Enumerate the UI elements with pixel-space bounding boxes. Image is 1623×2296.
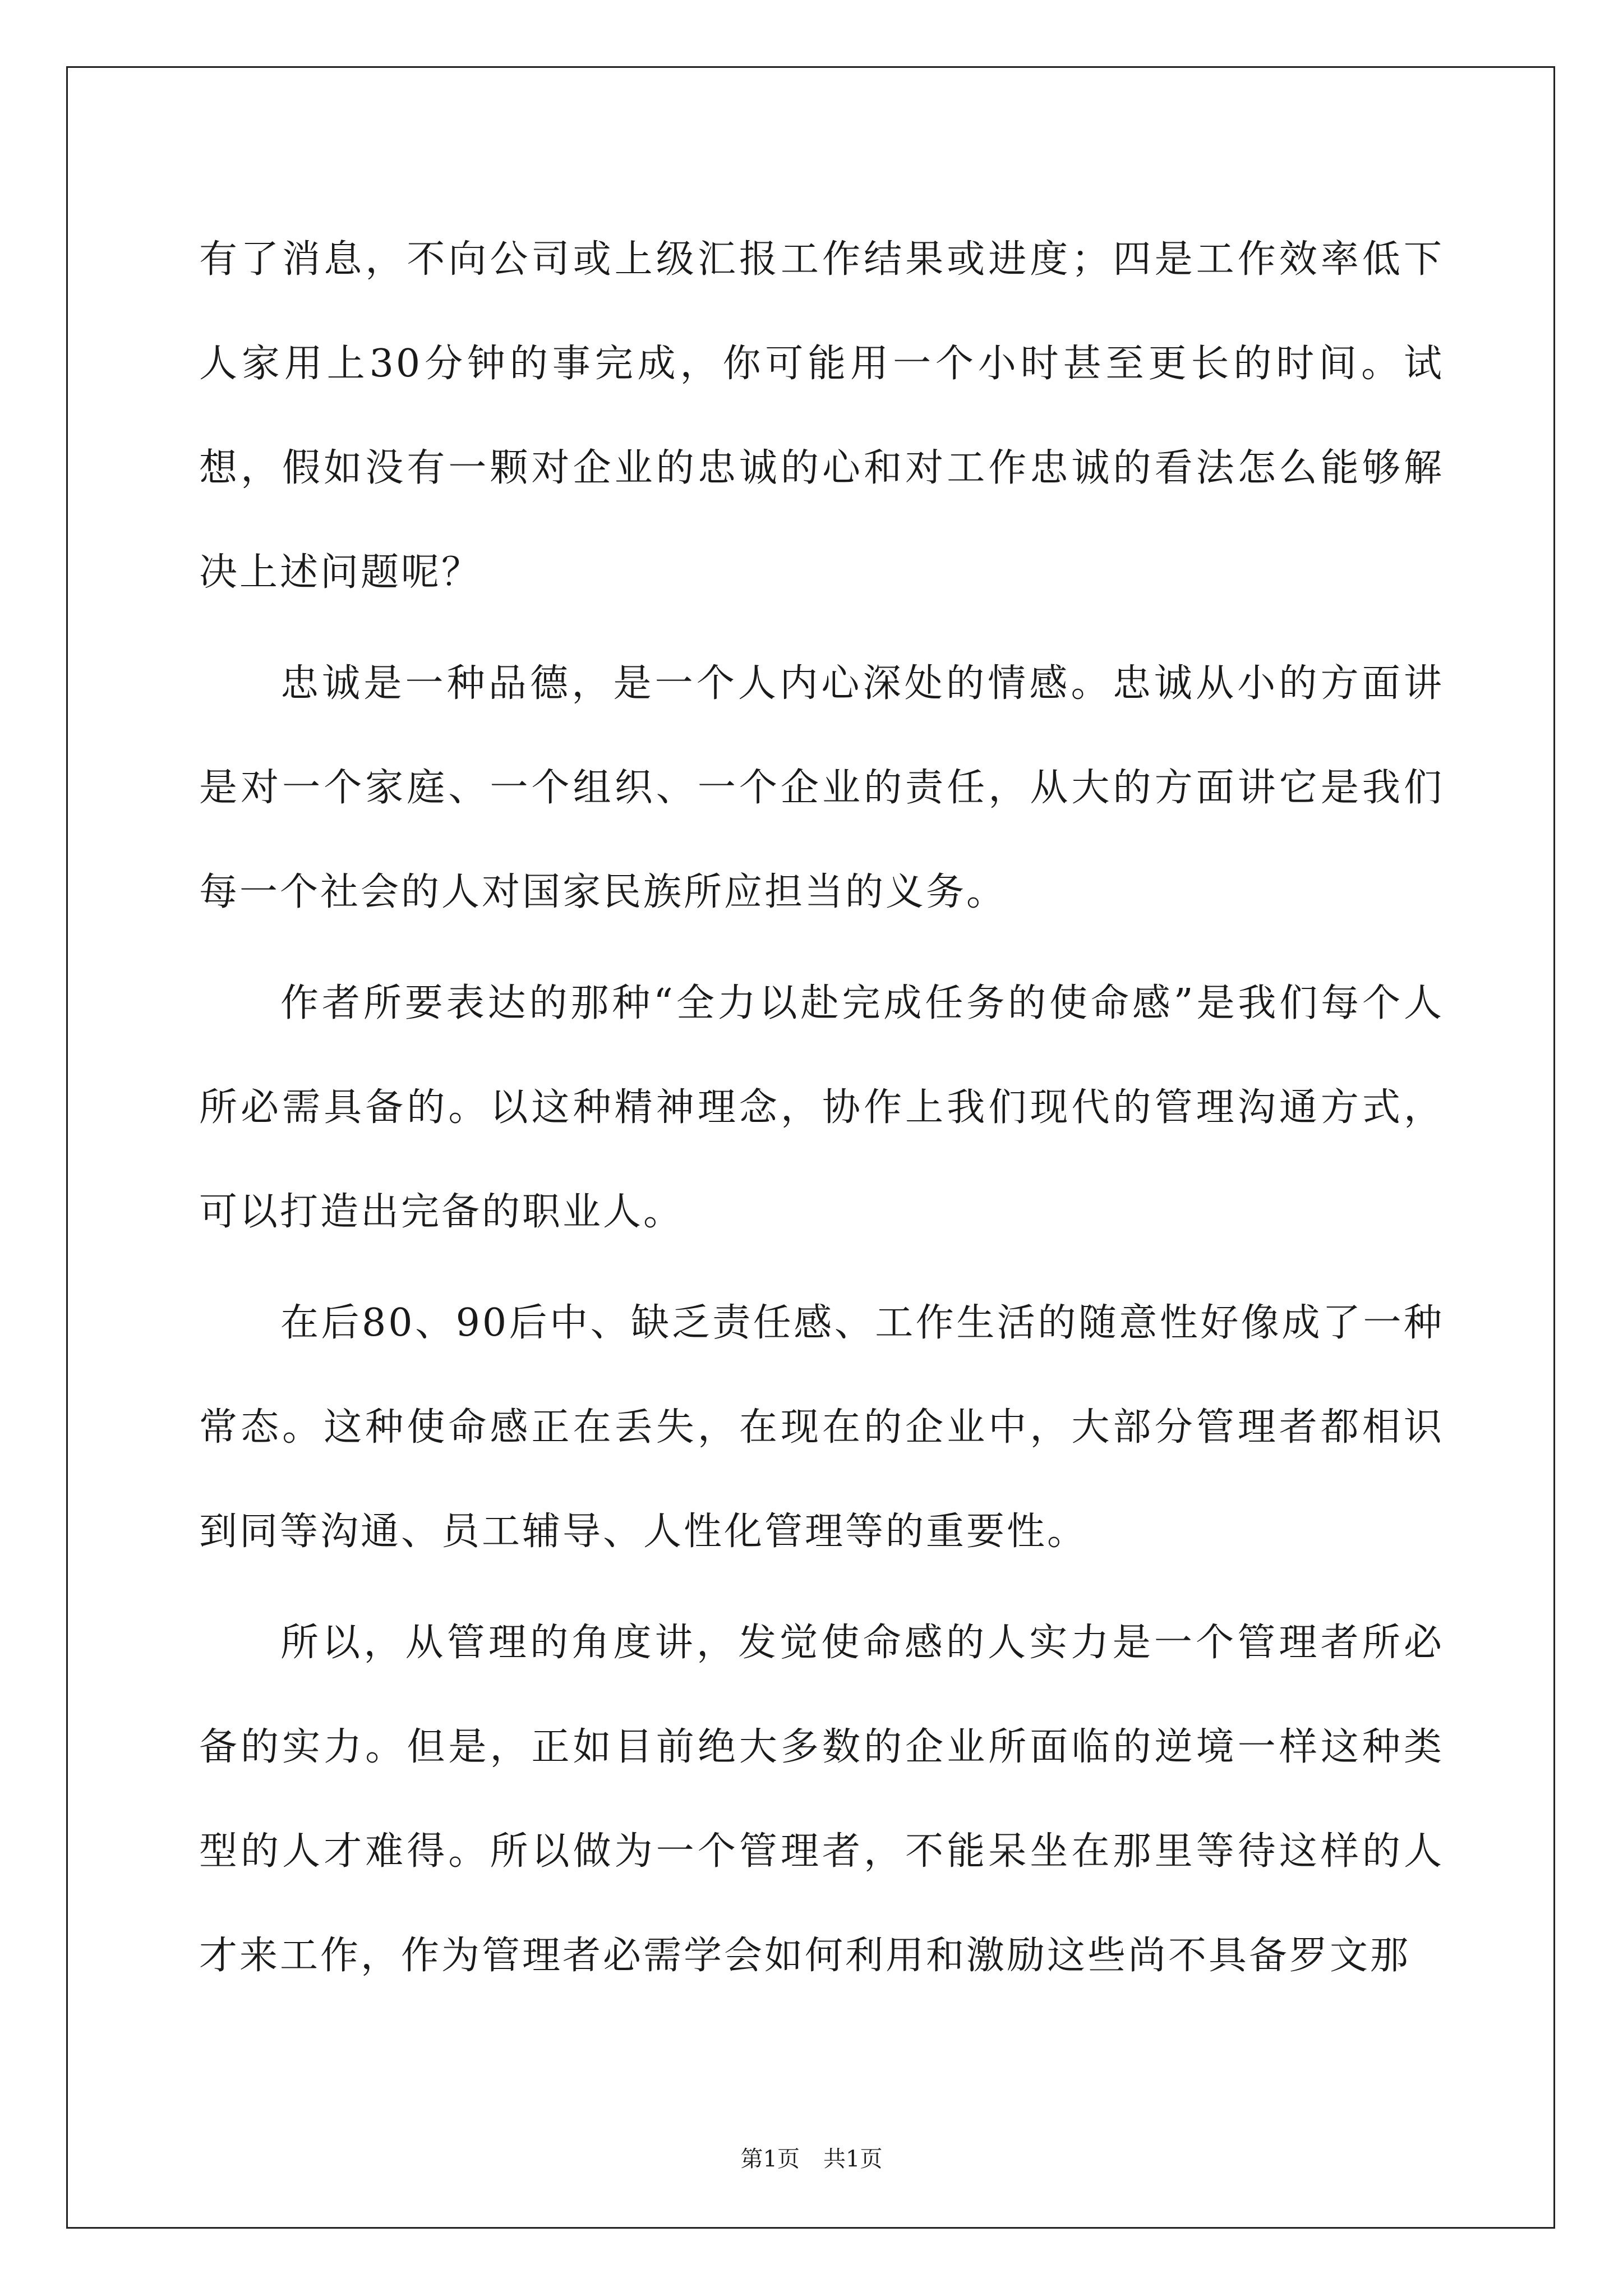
paragraph-3: 作者所要表达的那种“全力以赴完成任务的使命感”是我们每个人所必需具备的。以这种精神理念，协作上我们现代的管理沟通方式，可以打造出完备的职业人。 — [199, 981, 1444, 1234]
paragraph-2: 忠诚是一种品德，是一个人内心深处的情感。忠诚从小的方面讲是对一个家庭、一个组织、一个企业的责任，从大的方面讲它是我们每一个社会的人对国家民族所应担当的义务。 — [199, 661, 1444, 914]
page-number-total: 共1页 — [823, 2146, 883, 2172]
page-footer — [0, 2146, 1623, 2173]
paragraph-4: 在后80、90后中、缺乏责任感、工作生活的随意性好像成了一种常态。这种使命感正在丢失，在现在的企业中，大部分管理者都相识到同等沟通、员工辅导、人性化管理等的重要性。 — [199, 1301, 1444, 1554]
paragraph-5: 所以，从管理的角度讲，发觉使命感的人实力是一个管理者所必备的实力。但是，正如目前绝大多数的企业所面临的逆境一样这种类型的人才难得。所以做为一个管理者，不能呆坐在那里等待这样的人才来工作，作为管理者必需学会如何利用和激励这些尚不具备罗文那 — [199, 1621, 1444, 1978]
page-number-current: 第1页 — [740, 2146, 800, 2172]
paragraph-1: 有了消息，不向公司或上级汇报工作结果或进度；四是工作效率低下人家用上30分钟的事完成，你可能用一个小时甚至更长的时间。试想，假如没有一颗对企业的忠诚的心和对工作忠诚的看法怎么能够解决上述问题呢？ — [199, 237, 1444, 595]
document-body — [199, 208, 1444, 2015]
